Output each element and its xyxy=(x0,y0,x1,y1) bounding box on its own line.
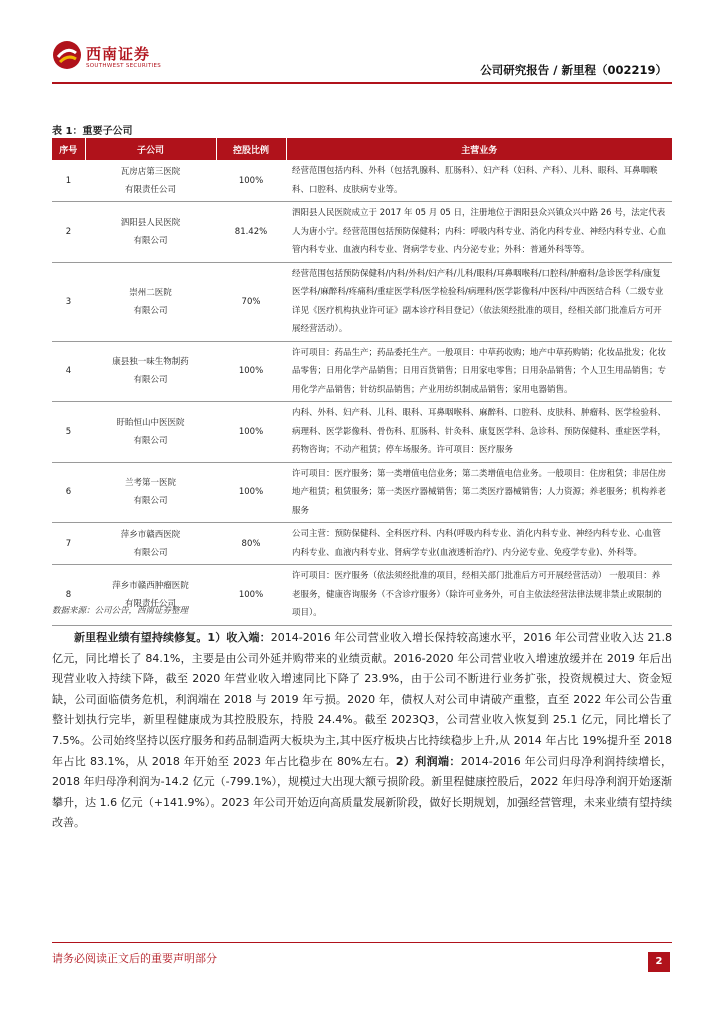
subsidiary-name-line2: 有限公司 xyxy=(133,496,168,507)
col-header-business: 主营业务 xyxy=(286,138,672,160)
revenue-subheading: 1）收入端： xyxy=(207,631,271,644)
subsidiary-name xyxy=(85,202,216,263)
col-header-holding: 控股比例 xyxy=(216,138,286,160)
body-paragraph xyxy=(52,628,672,834)
subsidiary-name xyxy=(85,160,216,202)
main-business: 泗阳县人民医院成立于 2017 年 05 月 05 日，注册地位于泗阳县众兴镇众兴中路 26 号，法定代表人为唐小宁。经营范围包括预防保健科；内科：呼吸内科专业、消化内科专业、神经内科专业、心血管内科专业、血液内科专业、肾病学专业、内分泌专业；外科：普通外科等等。 xyxy=(286,202,672,263)
holding-ratio: 100% xyxy=(216,402,286,463)
profit-subheading: 2）利润端： xyxy=(395,754,461,768)
subsidiary-name-line2: 有限责任公司 xyxy=(124,184,176,195)
row-number: 2 xyxy=(52,202,85,263)
footer-divider xyxy=(52,942,672,943)
subsidiary-name xyxy=(85,341,216,402)
table-row xyxy=(52,402,672,463)
holding-ratio: 100% xyxy=(216,565,286,626)
subsidiaries-table xyxy=(52,138,672,626)
subsidiary-name-line2: 有限责任公司 xyxy=(124,598,176,609)
subsidiary-name-line2: 有限公司 xyxy=(133,235,168,246)
main-business: 经营范围包括内科、外科（包括乳腺科、肛肠科）、妇产科（妇科、产科）、儿科、眼科、耳鼻咽喉科、口腔科、皮肤病专业等。 xyxy=(286,160,672,202)
subsidiary-name-line1: 泗阳县人民医院 xyxy=(120,217,181,228)
subsidiary-name xyxy=(85,262,216,341)
page-header xyxy=(0,0,724,86)
row-number: 8 xyxy=(52,565,85,626)
page-number: 2 xyxy=(648,952,670,972)
table-header-row xyxy=(52,138,672,160)
table-row xyxy=(52,462,672,523)
main-business: 许可项目：医疗服务；第一类增值电信业务；第二类增值电信业务。一般项目：住房租赁；非居住房地产租赁；租赁服务；第一类医疗器械销售；第二类医疗器械销售；人力资源；养老服务；机构养老服务 xyxy=(286,462,672,523)
table-row xyxy=(52,160,672,202)
row-number: 6 xyxy=(52,462,85,523)
holding-ratio: 81.42% xyxy=(216,202,286,263)
subsidiary-name-line2: 有限公司 xyxy=(133,305,168,316)
disclaimer-notice: 请务必阅读正文后的重要声明部分 xyxy=(52,952,217,965)
holding-ratio: 100% xyxy=(216,160,286,202)
table-row xyxy=(52,341,672,402)
main-business: 内科、外科、妇产科、儿科、眼科、耳鼻咽喉科、麻醉科、口腔科、皮肤科、肿瘤科、医学检验科、病理科、医学影像科、骨伤科、肛肠科、针灸科、康复医学科、急诊科、预防保健科、重症医学科，药物咨询；不动产租赁；停车场服务。许可项目：医疗服务 xyxy=(286,402,672,463)
company-logo xyxy=(52,40,212,76)
subsidiary-name-line1: 瓦房店第三医院 xyxy=(120,166,181,177)
main-business: 经营范围包括预防保健科/内科/外科/妇产科/儿科/眼科/耳鼻咽喉科/口腔科/肿瘤科/急诊医学科/康复医学科/麻醉科/疼痛科/重症医学科/医学检验科/病理科/医学影像科/中医科/中西医结合科（二级专业详见《医疗机构执业许可证》副本诊疗科目登记）（依法须经批准的项目，经相关部门批准后方可开展经营活动）。 xyxy=(286,262,672,341)
header-divider xyxy=(52,82,672,84)
holding-ratio: 70% xyxy=(216,262,286,341)
row-number: 7 xyxy=(52,523,85,565)
main-business: 许可项目：药品生产；药品委托生产。一般项目：中草药收购；地产中草药购销；化妆品批发；化妆品零售；日用化学产品销售；日用百货销售；日用家电零售；日用杂品销售；个人卫生用品销售；专用化学产品销售；针纺织品销售；产业用纺织制成品销售；家用电器销售。 xyxy=(286,341,672,402)
holding-ratio: 100% xyxy=(216,462,286,523)
main-business: 公司主营：预防保健科、全科医疗科、内科(呼吸内科专业、消化内科专业、神经内科专业、心血管内科专业、血液内科专业、肾病学专业(血液透析治疗)、内分泌专业、免疫学专业)、外科等。 xyxy=(286,523,672,565)
subsidiary-name-line1: 兰考第一医院 xyxy=(124,478,176,489)
table-row xyxy=(52,262,672,341)
table-row xyxy=(52,523,672,565)
logo-text-en: SOUTHWEST SECURITIES xyxy=(86,63,162,69)
report-title: 公司研究报告 / 新里程（002219） xyxy=(480,63,667,77)
subsidiary-name-line1: 康县独一味生物制药 xyxy=(112,357,189,368)
subsidiary-name-line1: 盱眙恒山中医医院 xyxy=(116,417,185,428)
subsidiary-name xyxy=(85,523,216,565)
subsidiary-name-line2: 有限公司 xyxy=(133,547,168,558)
row-number: 4 xyxy=(52,341,85,402)
subsidiary-name-line1: 崇州二医院 xyxy=(129,287,172,298)
revenue-text: 2014-2016 年公司营业收入增长保持较高速水平，2016 年公司营业收入达 21.8 亿元，同比增长了 84.1%，主要是由公司外延并购带来的业绩贡献。2016-2020 年公司营业收入增速放缓并在 2019 年后出现营业收入持续下降，截至 2020 年营业收入增速同比下降了 23.9%，由于公司不断进行业务扩张，投资规模过大、资金短缺，公司面临债务危机，利润端在 2018 与 2019 年亏损。2020 年，债权人对公司申请破产重整，直至 2022 年公司公告重整计划执行完毕，新里程健康成为其控股股东，持股 24.4%。截至 2023Q3，公司营业收入恢复到 25.1 亿元，同比增长了 7.5%。公司始终坚持以医疗服务和药品制造两大板块为主,其中医疗板块占比持续稳步上升,从 2014 年占比 19%提升至 2018 年占比 83.1%，从 2018 年开始至 2023 年占比稳步在 80%左右。 xyxy=(52,631,673,768)
table-row xyxy=(52,202,672,263)
row-number: 5 xyxy=(52,402,85,463)
row-number: 1 xyxy=(52,160,85,202)
subsidiary-name-line2: 有限公司 xyxy=(133,375,168,386)
col-header-subsidiary: 子公司 xyxy=(85,138,216,160)
row-number: 3 xyxy=(52,262,85,341)
subsidiary-name-line1: 萍乡市赣西肿瘤医院 xyxy=(112,580,189,591)
subsidiary-name-line2: 有限公司 xyxy=(133,435,168,446)
logo-text-cn: 西南证券 xyxy=(86,45,151,63)
table-source: 数据来源：公司公告，西南证券整理 xyxy=(52,606,189,616)
subsidiary-name xyxy=(85,462,216,523)
holding-ratio: 80% xyxy=(216,523,286,565)
profit-text: 2014-2016 年公司归母净利润持续增长，2018 年归母净利润为-14.2 亿元（-799.1%），规模过大出现大额亏损阶段。新里程健康控股后，2022 年归母净利润开始逐渐攀升，达 1.6 亿元（+141.9%）。2023 年公司开始迈向高质量发展新阶段，做好长期规划，加强经营管理，未来业绩有望持续改善。 xyxy=(52,754,672,830)
logo-mark-icon xyxy=(52,40,82,70)
paragraph-lead: 新里程业绩有望持续修复。 xyxy=(74,631,208,644)
main-business: 许可项目：医疗服务（依法须经批准的项目，经相关部门批准后方可开展经营活动） 一般项目：养老服务，健康咨询服务（不含诊疗服务）（除许可业务外，可自主依法经营法律法规非禁止或限制的项目）。 xyxy=(286,565,672,626)
subsidiary-name-line1: 萍乡市赣西医院 xyxy=(120,529,181,540)
table-caption: 表 1：重要子公司 xyxy=(52,126,133,137)
col-header-no: 序号 xyxy=(52,138,85,160)
holding-ratio: 100% xyxy=(216,341,286,402)
subsidiary-name xyxy=(85,402,216,463)
